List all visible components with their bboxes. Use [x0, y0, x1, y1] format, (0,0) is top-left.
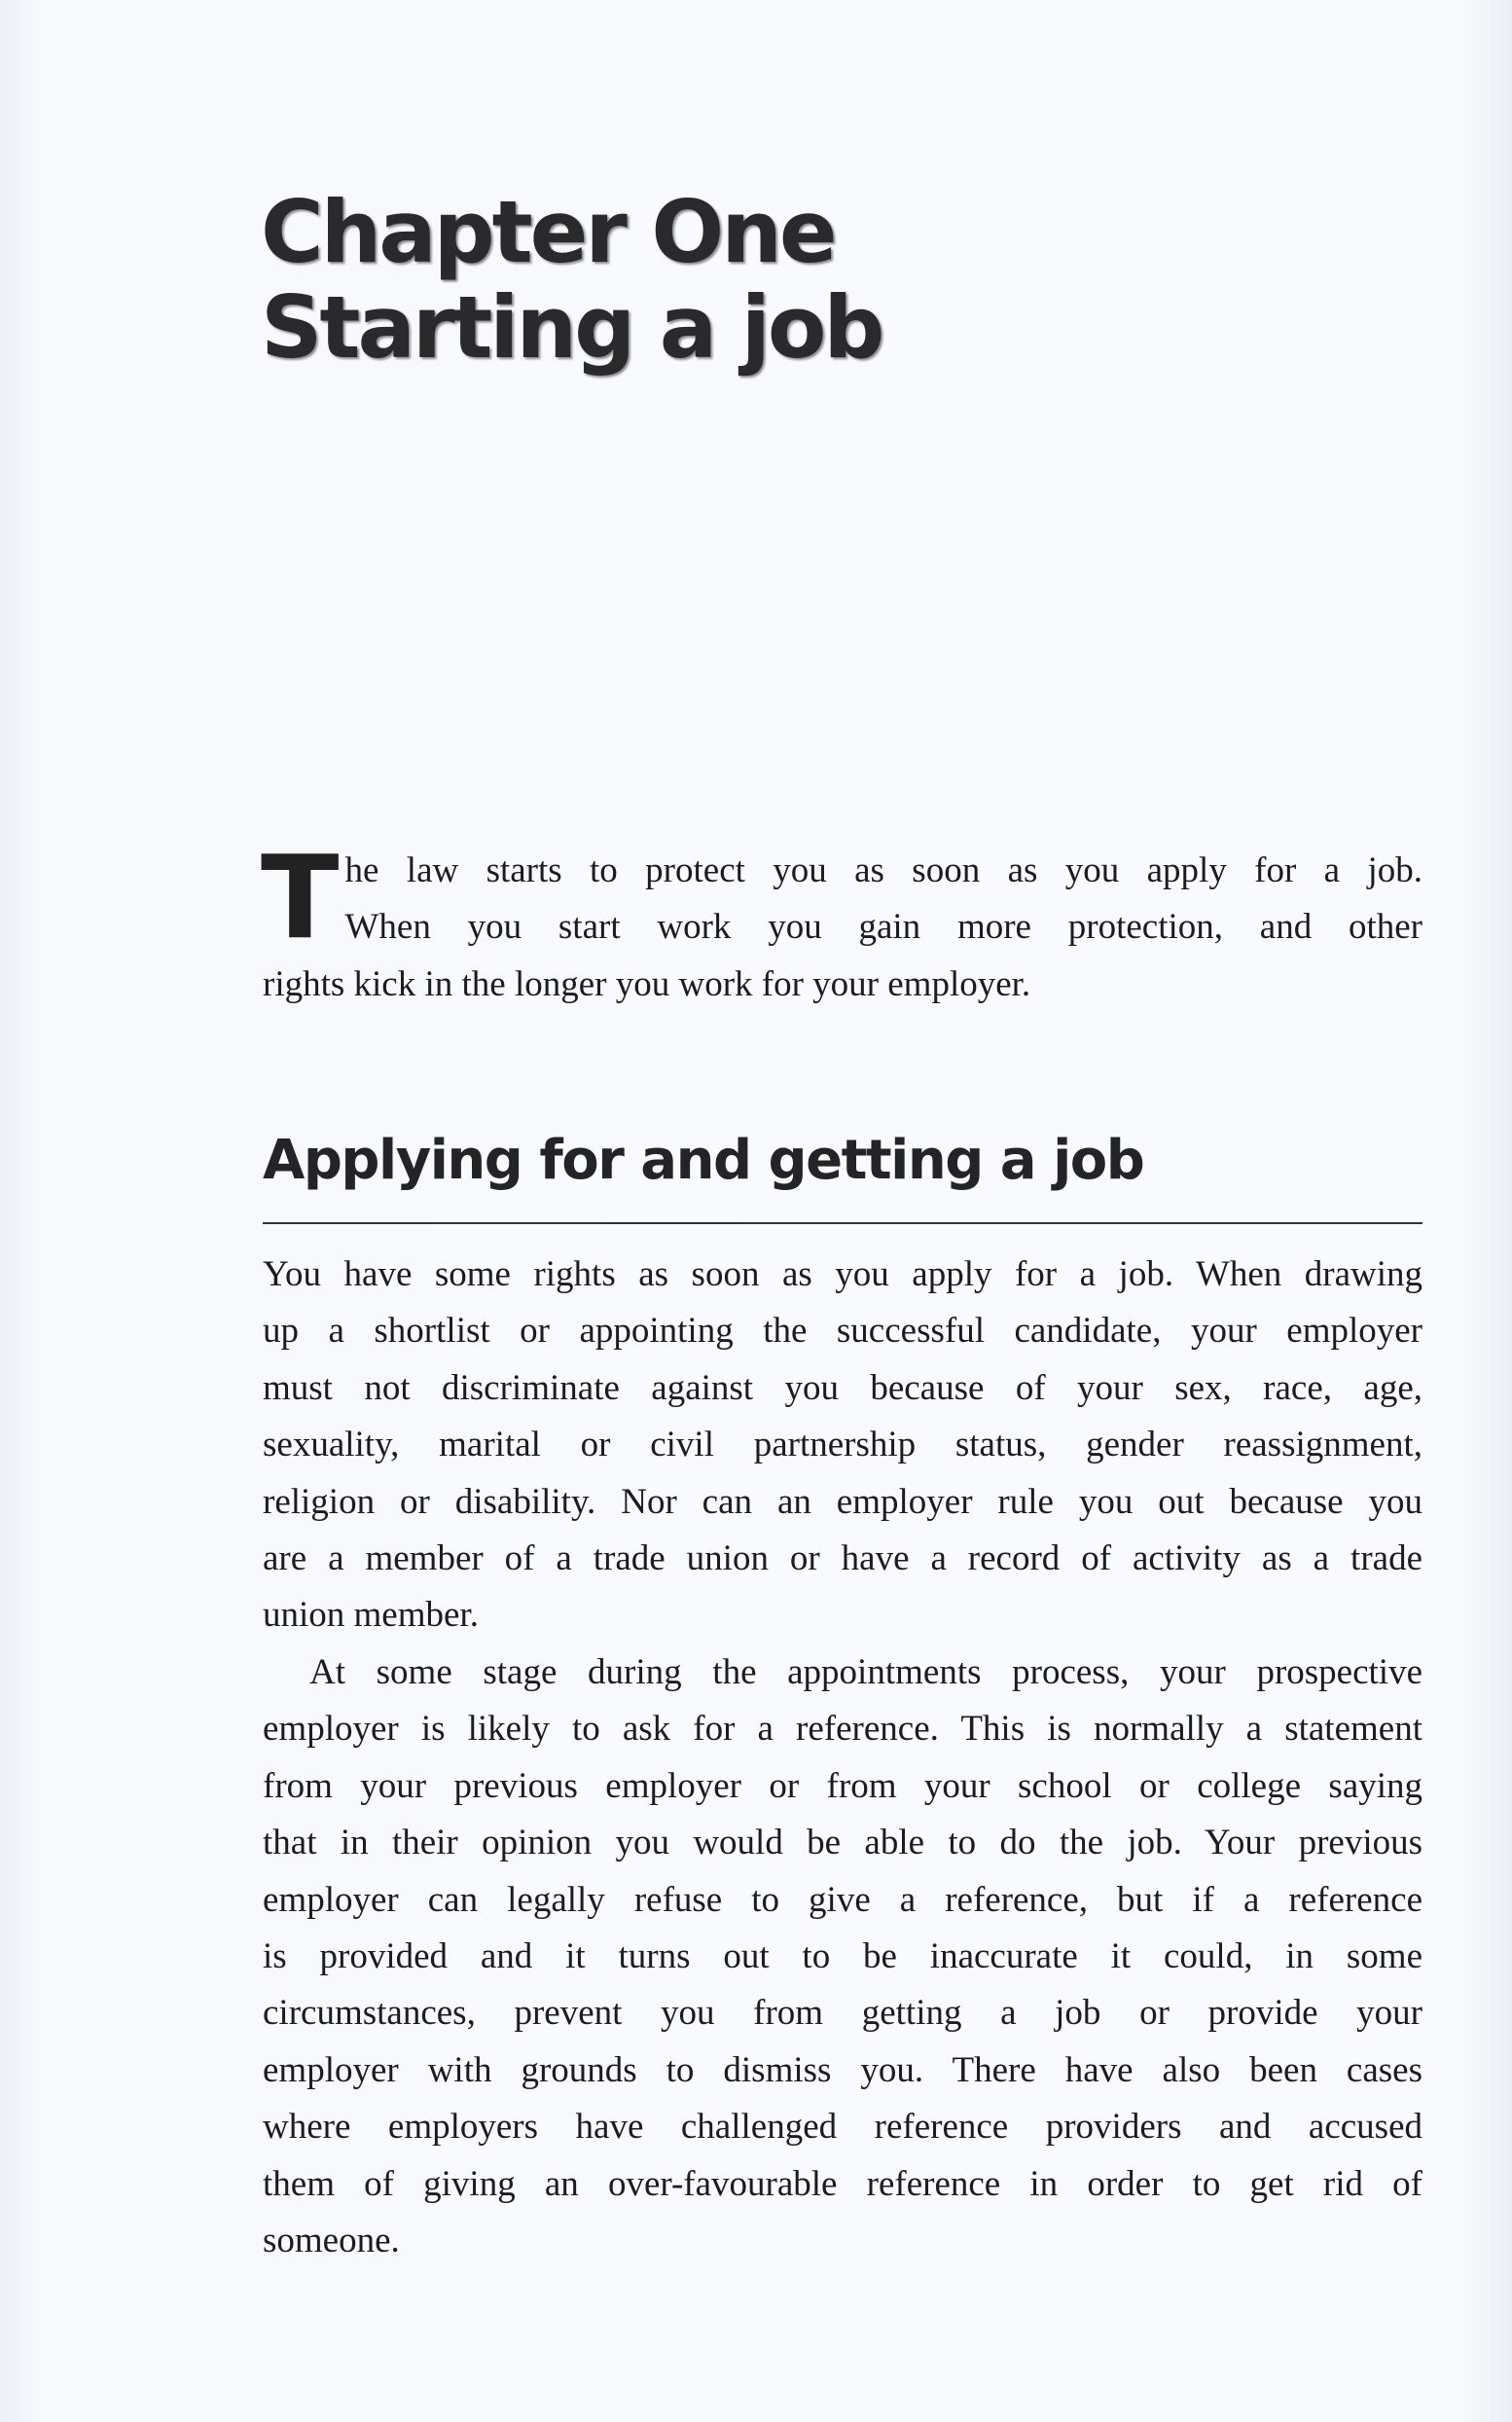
heading-rule — [263, 1222, 1422, 1224]
text-line: employer can legally refuse to give a reference, but if a reference — [263, 1879, 1422, 1920]
text-line: union member. — [263, 1595, 479, 1636]
body-paragraph-1 — [263, 1247, 1422, 1645]
intro-paragraph — [261, 830, 1422, 1013]
text-line: from your previous employer or from your school or college saying — [263, 1765, 1422, 1806]
text-line: At some stage during the appointments process, your prospective — [309, 1652, 1422, 1692]
text-line: sexuality, marital or civil partnership status, gender reassignment, — [263, 1425, 1422, 1465]
text-line: rights kick in the longer you work for your employer. — [263, 963, 1031, 1004]
text-line: someone. — [263, 2221, 400, 2261]
text-line: religion or disability. Nor can an employer rule you out because you — [263, 1481, 1422, 1522]
text-line: employer with grounds to dismiss you. There have also been cases — [263, 2049, 1422, 2090]
section-heading: Applying for and getting a job — [263, 1129, 1144, 1192]
body-paragraph-2 — [263, 1645, 1422, 2269]
text-line: that in their opinion you would be able to do the job. Your previous — [263, 1823, 1422, 1863]
text-line: where employers have challenged reference providers and accused — [263, 2107, 1422, 2148]
chapter-title — [261, 182, 882, 378]
text-line: You have some rights as soon as you apply for a job. When drawing — [263, 1254, 1422, 1294]
text-line: When you start work you gain more protection, and other — [344, 907, 1422, 948]
text-line: up a shortlist or appointing the successful candidate, your employer — [263, 1311, 1422, 1352]
text-line: he law starts to protect you as soon as you apply for a job. — [344, 850, 1422, 890]
text-line: employer is likely to ask for a reference. This is normally a statement — [263, 1709, 1422, 1750]
text-line: is provided and it turns out to be inaccurate it could, in some — [263, 1936, 1422, 1977]
chapter-name: Starting a job — [261, 277, 882, 378]
text-line: must not discriminate against you because of your sex, race, age, — [263, 1367, 1422, 1408]
text-line: circumstances, prevent you from getting a job or provide your — [263, 1993, 1422, 2034]
text-line: are a member of a trade union or have a record of activity as a trade — [263, 1538, 1422, 1579]
text-line: them of giving an over-favourable reference in order to get rid of — [263, 2163, 1422, 2204]
drop-cap: T — [261, 830, 340, 964]
chapter-number: Chapter One — [261, 182, 835, 282]
